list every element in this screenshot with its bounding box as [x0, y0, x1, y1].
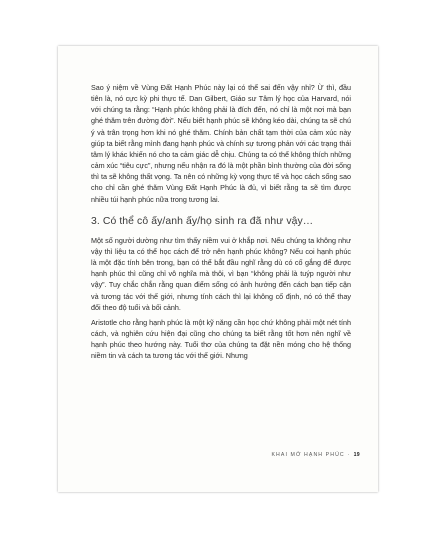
body-paragraph: Sao ý niệm về Vùng Đất Hạnh Phúc này lại có thể sai đến vậy nhỉ? Ừ thì, đầu tiên là, nó cực kỳ phi thực tế. Dan Gilbert, Giáo sư Tâm lý học của Harvard, nói với chúng ta rằng: “Hạnh phúc không phải là đích đến, nó chỉ là một nơi mà bạn ghé thăm trên đường đời”. Nếu biết hạnh phúc sẽ không kéo dài, chúng ta sẽ chú ý và trân trọng hơn khi nó ghé thăm. Chính bản chất tạm thời của cảm xúc này giúp ta biết rằng mình đang hạnh phúc và chính sự tương phản với các trạng thái tâm lý khác khiến nó cho ta cảm giác dễ chịu. Chúng ta có thể không thích những cảm xúc “tiêu cực”, nhưng nếu nhận ra đó là một phần bình thường của đời sống thì ta sẽ không thất vọng. Ta nên có những kỳ vọng thực tế và học cách sống sao cho chỉ cần ghé thăm Vùng Đất Hạnh Phúc là đủ, vì biết rằng ta sẽ tìm được nhiều túi hạnh phúc nữa trong tương lai. [91, 83, 351, 204]
running-title: KHAI MỞ HẠNH PHÚC [271, 452, 345, 458]
footer-separator: · [347, 452, 351, 458]
page-footer [271, 452, 360, 458]
section-heading: 3. Có thể cô ấy/anh ấy/họ sinh ra đã như vậy… [91, 215, 314, 227]
page-number: 19 [353, 452, 360, 458]
body-paragraph: Một số người dường như tìm thấy niềm vui ở khắp nơi. Nếu chúng ta không như vậy thì liệu ta có thể học cách để trở nên hạnh phúc không? Nếu coi hạnh phúc là một đặc tính bên trong, bạn có thể bắt đầu nghĩ rằng dù có cố gắng để được hạnh phúc thì cũng chỉ vô nghĩa mà thôi, vì bạn “không phải là tuýp người như vậy”. Tuy chắc chắn rằng quan điểm sống có ảnh hưởng đến cách bạn tiếp cận và tương tác với thế giới, nhưng tính cách thì lại không cố định, nó có thể thay đổi theo độ tuổi và bối cảnh. [91, 235, 351, 312]
body-paragraph: Aristotle cho rằng hạnh phúc là một kỹ năng cần học chứ không phải một nét tính cách, và nghiên cứu hiện đại cũng cho chúng ta biết rằng tốt hơn nên nghĩ về hạnh phúc theo hướng này. Tuổi thơ của chúng ta đặt nền móng cho hệ thống niềm tin và cách ta tương tác với thế giới. Nhưng [91, 317, 351, 361]
page-body [91, 82, 351, 361]
book-page [58, 46, 378, 492]
